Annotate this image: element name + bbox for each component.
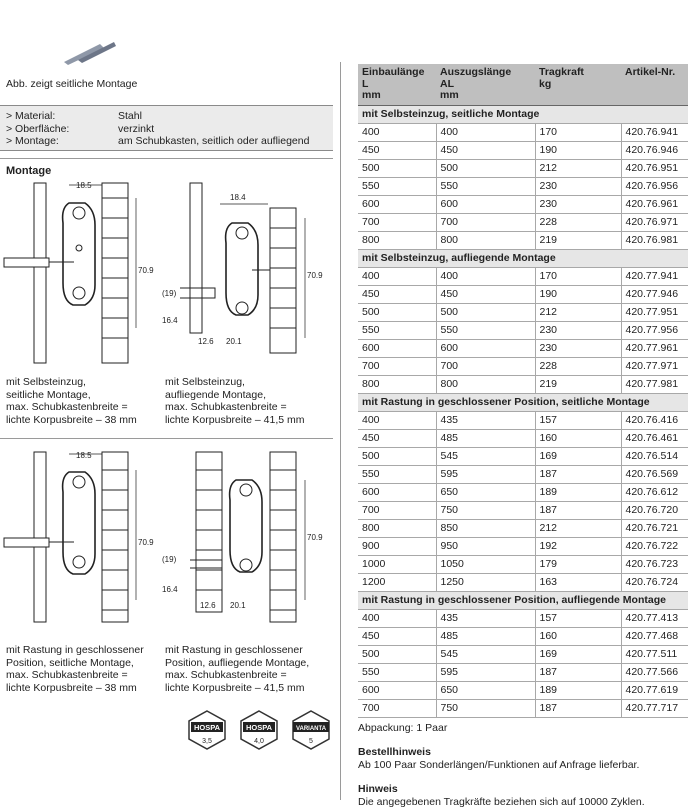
caption-line: aufliegende Montage, — [165, 388, 266, 401]
cell-tragkraft: 190 — [535, 285, 621, 303]
cell-tragkraft: 160 — [535, 429, 621, 447]
cell-artikel-nr: 420.77.511 — [621, 645, 688, 663]
cell-einbaulaenge: 700 — [358, 699, 436, 717]
cell-artikel-nr: 420.76.722 — [621, 537, 688, 555]
table-row — [358, 627, 688, 645]
caption-line: lichte Korpusbreite – 38 mm — [6, 681, 137, 694]
drawing-rastung-seitlich — [4, 450, 154, 630]
note-title: Hinweis — [358, 782, 398, 795]
spec-row — [6, 110, 327, 123]
table-body — [358, 105, 688, 717]
table-row — [358, 537, 688, 555]
header-auszugslaenge — [436, 64, 535, 105]
cell-einbaulaenge: 700 — [358, 357, 436, 375]
cell-einbaulaenge: 900 — [358, 537, 436, 555]
table-group-row — [358, 591, 688, 609]
caption-line: lichte Korpusbreite – 38 mm — [6, 413, 137, 426]
table-row — [358, 519, 688, 537]
cell-einbaulaenge: 1200 — [358, 573, 436, 591]
caption-line: mit Rastung in geschlossener — [165, 644, 303, 656]
table-row — [358, 159, 688, 177]
cell-tragkraft: 170 — [535, 123, 621, 141]
group-title: mit Selbsteinzug, aufliegende Montage — [358, 249, 688, 267]
table-group-row — [358, 249, 688, 267]
cell-auszugslaenge: 435 — [436, 609, 535, 627]
table-row — [358, 141, 688, 159]
cell-einbaulaenge: 450 — [358, 429, 436, 447]
caption-line: Position, aufliegende Montage, — [165, 656, 310, 669]
cell-tragkraft: 230 — [535, 321, 621, 339]
separator — [0, 158, 333, 159]
caption-line: max. Schubkastenbreite = — [165, 401, 287, 413]
cell-artikel-nr: 420.76.946 — [621, 141, 688, 159]
caption-line: Position, seitliche Montage, — [6, 656, 134, 669]
dim-c: 12.6 — [198, 337, 214, 346]
caption-line: seitliche Montage, — [6, 388, 91, 401]
order-text: Ab 100 Paar Sonderlängen/Funktionen auf Anfrage lieferbar. — [358, 758, 640, 771]
cell-einbaulaenge: 400 — [358, 411, 436, 429]
cell-tragkraft: 189 — [535, 681, 621, 699]
cell-tragkraft: 228 — [535, 213, 621, 231]
dim-b: 16.4 — [162, 585, 178, 594]
table-row — [358, 663, 688, 681]
caption-line: mit Rastung in geschlossener — [6, 644, 144, 656]
cell-tragkraft: 192 — [535, 537, 621, 555]
group-title: mit Rastung in geschlossener Position, seitliche Montage — [358, 393, 688, 411]
cell-auszugslaenge: 1050 — [436, 555, 535, 573]
cell-artikel-nr: 420.77.946 — [621, 285, 688, 303]
dim-a: (19) — [162, 555, 177, 564]
cell-auszugslaenge: 750 — [436, 501, 535, 519]
cell-auszugslaenge: 700 — [436, 213, 535, 231]
table-row — [358, 195, 688, 213]
cell-auszugslaenge: 485 — [436, 627, 535, 645]
logo-sub: 5 — [309, 738, 313, 745]
cell-tragkraft: 187 — [535, 465, 621, 483]
cell-auszugslaenge: 750 — [436, 699, 535, 717]
cell-einbaulaenge: 400 — [358, 267, 436, 285]
spec-box — [0, 105, 333, 151]
table-row — [358, 411, 688, 429]
note-text: Die angegebenen Tragkräfte beziehen sich auf 10000 Zyklen. — [358, 795, 645, 808]
header-line: mm — [362, 89, 381, 101]
varianta-logo — [289, 708, 333, 752]
caption-line: lichte Korpusbreite – 41,5 mm — [165, 413, 305, 426]
cell-artikel-nr: 420.77.971 — [621, 357, 688, 375]
column-divider — [340, 62, 341, 800]
group-title: mit Rastung in geschlossener Position, aufliegende Montage — [358, 591, 688, 609]
cell-artikel-nr: 420.76.724 — [621, 573, 688, 591]
table-row — [358, 573, 688, 591]
drawing-caption — [165, 376, 304, 426]
cell-auszugslaenge: 800 — [436, 231, 535, 249]
cell-auszugslaenge: 435 — [436, 411, 535, 429]
table-row — [358, 681, 688, 699]
group-title: mit Selbsteinzug, seitliche Montage — [358, 105, 688, 123]
header-tragkraft — [535, 64, 621, 105]
cell-artikel-nr: 420.76.461 — [621, 429, 688, 447]
product-table — [358, 64, 688, 718]
cell-tragkraft: 187 — [535, 699, 621, 717]
table-row — [358, 465, 688, 483]
table-row — [358, 483, 688, 501]
cell-einbaulaenge: 600 — [358, 195, 436, 213]
cell-artikel-nr: 420.77.468 — [621, 627, 688, 645]
cell-auszugslaenge: 545 — [436, 645, 535, 663]
certification-logos — [185, 708, 333, 752]
cell-tragkraft: 157 — [535, 609, 621, 627]
cell-auszugslaenge: 595 — [436, 663, 535, 681]
cell-einbaulaenge: 500 — [358, 303, 436, 321]
cell-einbaulaenge: 600 — [358, 681, 436, 699]
dim-d: 20.1 — [230, 601, 246, 610]
cell-tragkraft: 212 — [535, 303, 621, 321]
cell-einbaulaenge: 800 — [358, 231, 436, 249]
dim-top: 18.4 — [230, 193, 246, 202]
cell-tragkraft: 219 — [535, 375, 621, 393]
cell-auszugslaenge: 800 — [436, 375, 535, 393]
header-line: kg — [539, 77, 552, 90]
table-row — [358, 609, 688, 627]
cell-einbaulaenge: 400 — [358, 123, 436, 141]
header-line: Artikel-Nr. — [625, 66, 676, 78]
cell-artikel-nr: 420.77.941 — [621, 267, 688, 285]
cell-tragkraft: 187 — [535, 663, 621, 681]
cell-artikel-nr: 420.77.956 — [621, 321, 688, 339]
cell-auszugslaenge: 700 — [436, 357, 535, 375]
product-image-fragment — [60, 38, 120, 66]
cell-artikel-nr: 420.76.723 — [621, 555, 688, 573]
cell-artikel-nr: 420.77.951 — [621, 303, 688, 321]
cell-artikel-nr: 420.76.956 — [621, 177, 688, 195]
spec-key: > Oberfläche: — [6, 122, 70, 135]
spec-key: > Montage: — [6, 135, 59, 147]
table-row — [358, 177, 688, 195]
cell-auszugslaenge: 400 — [436, 267, 535, 285]
cell-einbaulaenge: 1000 — [358, 555, 436, 573]
table-row — [358, 645, 688, 663]
cell-einbaulaenge: 550 — [358, 321, 436, 339]
cell-artikel-nr: 420.76.514 — [621, 447, 688, 465]
cell-einbaulaenge: 600 — [358, 483, 436, 501]
spec-row — [6, 123, 327, 136]
cell-artikel-nr: 420.76.951 — [621, 159, 688, 177]
cell-auszugslaenge: 595 — [436, 465, 535, 483]
cell-einbaulaenge: 450 — [358, 285, 436, 303]
cell-einbaulaenge: 550 — [358, 465, 436, 483]
table-row — [358, 213, 688, 231]
header-einbaulaenge — [358, 64, 436, 105]
cell-artikel-nr: 420.77.413 — [621, 609, 688, 627]
hospa-logo — [237, 708, 281, 752]
spec-value: Stahl — [118, 110, 142, 122]
left-column — [0, 0, 333, 800]
logo-name: HOSPA — [245, 723, 273, 732]
cell-auszugslaenge: 500 — [436, 159, 535, 177]
cell-tragkraft: 189 — [535, 483, 621, 501]
logo-sub: 3,5 — [202, 738, 212, 745]
table-row — [358, 447, 688, 465]
cell-einbaulaenge: 800 — [358, 519, 436, 537]
header-artikel-nr — [621, 64, 688, 105]
table-row — [358, 339, 688, 357]
table-header-row — [358, 64, 688, 105]
cell-artikel-nr: 420.76.612 — [621, 483, 688, 501]
cell-artikel-nr: 420.77.981 — [621, 375, 688, 393]
hospa-logo — [185, 708, 229, 752]
cell-tragkraft: 228 — [535, 357, 621, 375]
header-line: AL — [440, 77, 454, 90]
drawing-selbsteinzug-seitlich — [4, 178, 154, 373]
cell-auszugslaenge: 650 — [436, 681, 535, 699]
table-row — [358, 699, 688, 717]
cell-einbaulaenge: 400 — [358, 609, 436, 627]
cell-auszugslaenge: 600 — [436, 195, 535, 213]
table-row — [358, 285, 688, 303]
cell-auszugslaenge: 550 — [436, 177, 535, 195]
cell-auszugslaenge: 545 — [436, 447, 535, 465]
header-line: L — [362, 77, 369, 90]
header-line: mm — [440, 89, 459, 101]
dim-a: (19) — [162, 289, 177, 298]
cell-artikel-nr: 420.76.721 — [621, 519, 688, 537]
table-row — [358, 357, 688, 375]
cell-einbaulaenge: 600 — [358, 339, 436, 357]
dim-height: 70.9 — [307, 533, 323, 542]
cell-tragkraft: 169 — [535, 447, 621, 465]
cell-artikel-nr: 420.76.569 — [621, 465, 688, 483]
header-line: Auszugslänge — [440, 66, 512, 78]
caption-line: max. Schubkastenbreite = — [6, 669, 128, 681]
cell-tragkraft: 212 — [535, 519, 621, 537]
separator — [0, 438, 333, 439]
cell-einbaulaenge: 500 — [358, 159, 436, 177]
cell-artikel-nr: 420.76.971 — [621, 213, 688, 231]
cell-artikel-nr: 420.76.981 — [621, 231, 688, 249]
header-line: Einbaulänge — [362, 66, 425, 78]
cell-artikel-nr: 420.76.941 — [621, 123, 688, 141]
dim-height: 70.9 — [138, 266, 154, 275]
drawing-selbsteinzug-aufliegend — [160, 178, 330, 373]
cell-tragkraft: 170 — [535, 267, 621, 285]
cell-einbaulaenge: 500 — [358, 645, 436, 663]
logo-name: HOSPA — [193, 723, 221, 732]
table-row — [358, 375, 688, 393]
dim-top: 18.5 — [76, 451, 92, 460]
cell-tragkraft: 230 — [535, 177, 621, 195]
cell-tragkraft: 187 — [535, 501, 621, 519]
drawing-caption — [6, 644, 144, 694]
cell-auszugslaenge: 650 — [436, 483, 535, 501]
cell-einbaulaenge: 450 — [358, 141, 436, 159]
dim-height: 70.9 — [307, 271, 323, 280]
table-row — [358, 321, 688, 339]
caption-line: mit Selbsteinzug, — [6, 376, 86, 388]
cell-tragkraft: 169 — [535, 645, 621, 663]
cell-auszugslaenge: 450 — [436, 141, 535, 159]
cell-auszugslaenge: 1250 — [436, 573, 535, 591]
dim-height: 70.9 — [138, 538, 154, 547]
cell-tragkraft: 230 — [535, 195, 621, 213]
table-row — [358, 231, 688, 249]
table-row — [358, 555, 688, 573]
caption-line: max. Schubkastenbreite = — [165, 669, 287, 681]
cell-artikel-nr: 420.77.717 — [621, 699, 688, 717]
cell-tragkraft: 157 — [535, 411, 621, 429]
cell-tragkraft: 163 — [535, 573, 621, 591]
section-title: Montage — [6, 165, 52, 177]
cell-artikel-nr: 420.77.566 — [621, 663, 688, 681]
cell-tragkraft: 230 — [535, 339, 621, 357]
logo-name: VARIANTA — [295, 726, 327, 732]
drawing-caption — [6, 376, 137, 426]
caption-line: lichte Korpusbreite – 41,5 mm — [165, 681, 305, 694]
cell-auszugslaenge: 950 — [436, 537, 535, 555]
cell-artikel-nr: 420.76.961 — [621, 195, 688, 213]
image-caption: Abb. zeigt seitliche Montage — [6, 78, 138, 90]
cell-artikel-nr: 420.76.416 — [621, 411, 688, 429]
cell-auszugslaenge: 500 — [436, 303, 535, 321]
cell-artikel-nr: 420.76.720 — [621, 501, 688, 519]
cell-auszugslaenge: 550 — [436, 321, 535, 339]
cell-auszugslaenge: 485 — [436, 429, 535, 447]
cell-artikel-nr: 420.77.961 — [621, 339, 688, 357]
order-title: Bestellhinweis — [358, 745, 431, 758]
spec-value: verzinkt — [118, 122, 155, 135]
cell-auszugslaenge: 600 — [436, 339, 535, 357]
cell-tragkraft: 219 — [535, 231, 621, 249]
cell-einbaulaenge: 700 — [358, 213, 436, 231]
table-group-row — [358, 105, 688, 123]
cell-tragkraft: 179 — [535, 555, 621, 573]
cell-einbaulaenge: 500 — [358, 447, 436, 465]
cell-auszugslaenge: 450 — [436, 285, 535, 303]
table-group-row — [358, 393, 688, 411]
spec-key: > Material: — [6, 110, 56, 122]
table-row — [358, 303, 688, 321]
dim-top: 18.5 — [76, 181, 92, 190]
cell-einbaulaenge: 450 — [358, 627, 436, 645]
drawing-caption — [165, 644, 309, 694]
dim-d: 20.1 — [226, 337, 242, 346]
cell-tragkraft: 190 — [535, 141, 621, 159]
table-row — [358, 429, 688, 447]
right-column — [358, 64, 688, 809]
spec-value: am Schubkasten, seitlich oder aufliegend — [118, 135, 310, 147]
caption-line: mit Selbsteinzug, — [165, 376, 245, 388]
dim-b: 16.4 — [162, 316, 178, 325]
logo-sub: 4,0 — [254, 738, 264, 745]
table-row — [358, 501, 688, 519]
cell-einbaulaenge: 800 — [358, 375, 436, 393]
cell-auszugslaenge: 400 — [436, 123, 535, 141]
dim-c: 12.6 — [200, 601, 216, 610]
drawing-rastung-aufliegend — [160, 450, 330, 630]
cell-einbaulaenge: 700 — [358, 501, 436, 519]
table-row — [358, 123, 688, 141]
caption-line: max. Schubkastenbreite = — [6, 401, 128, 413]
spec-row — [6, 135, 327, 148]
cell-artikel-nr: 420.77.619 — [621, 681, 688, 699]
cell-einbaulaenge: 550 — [358, 177, 436, 195]
cell-auszugslaenge: 850 — [436, 519, 535, 537]
packaging-note: Abpackung: 1 Paar — [358, 721, 448, 734]
header-line: Tragkraft — [539, 66, 584, 78]
cell-tragkraft: 212 — [535, 159, 621, 177]
cell-tragkraft: 160 — [535, 627, 621, 645]
cell-einbaulaenge: 550 — [358, 663, 436, 681]
table-row — [358, 267, 688, 285]
